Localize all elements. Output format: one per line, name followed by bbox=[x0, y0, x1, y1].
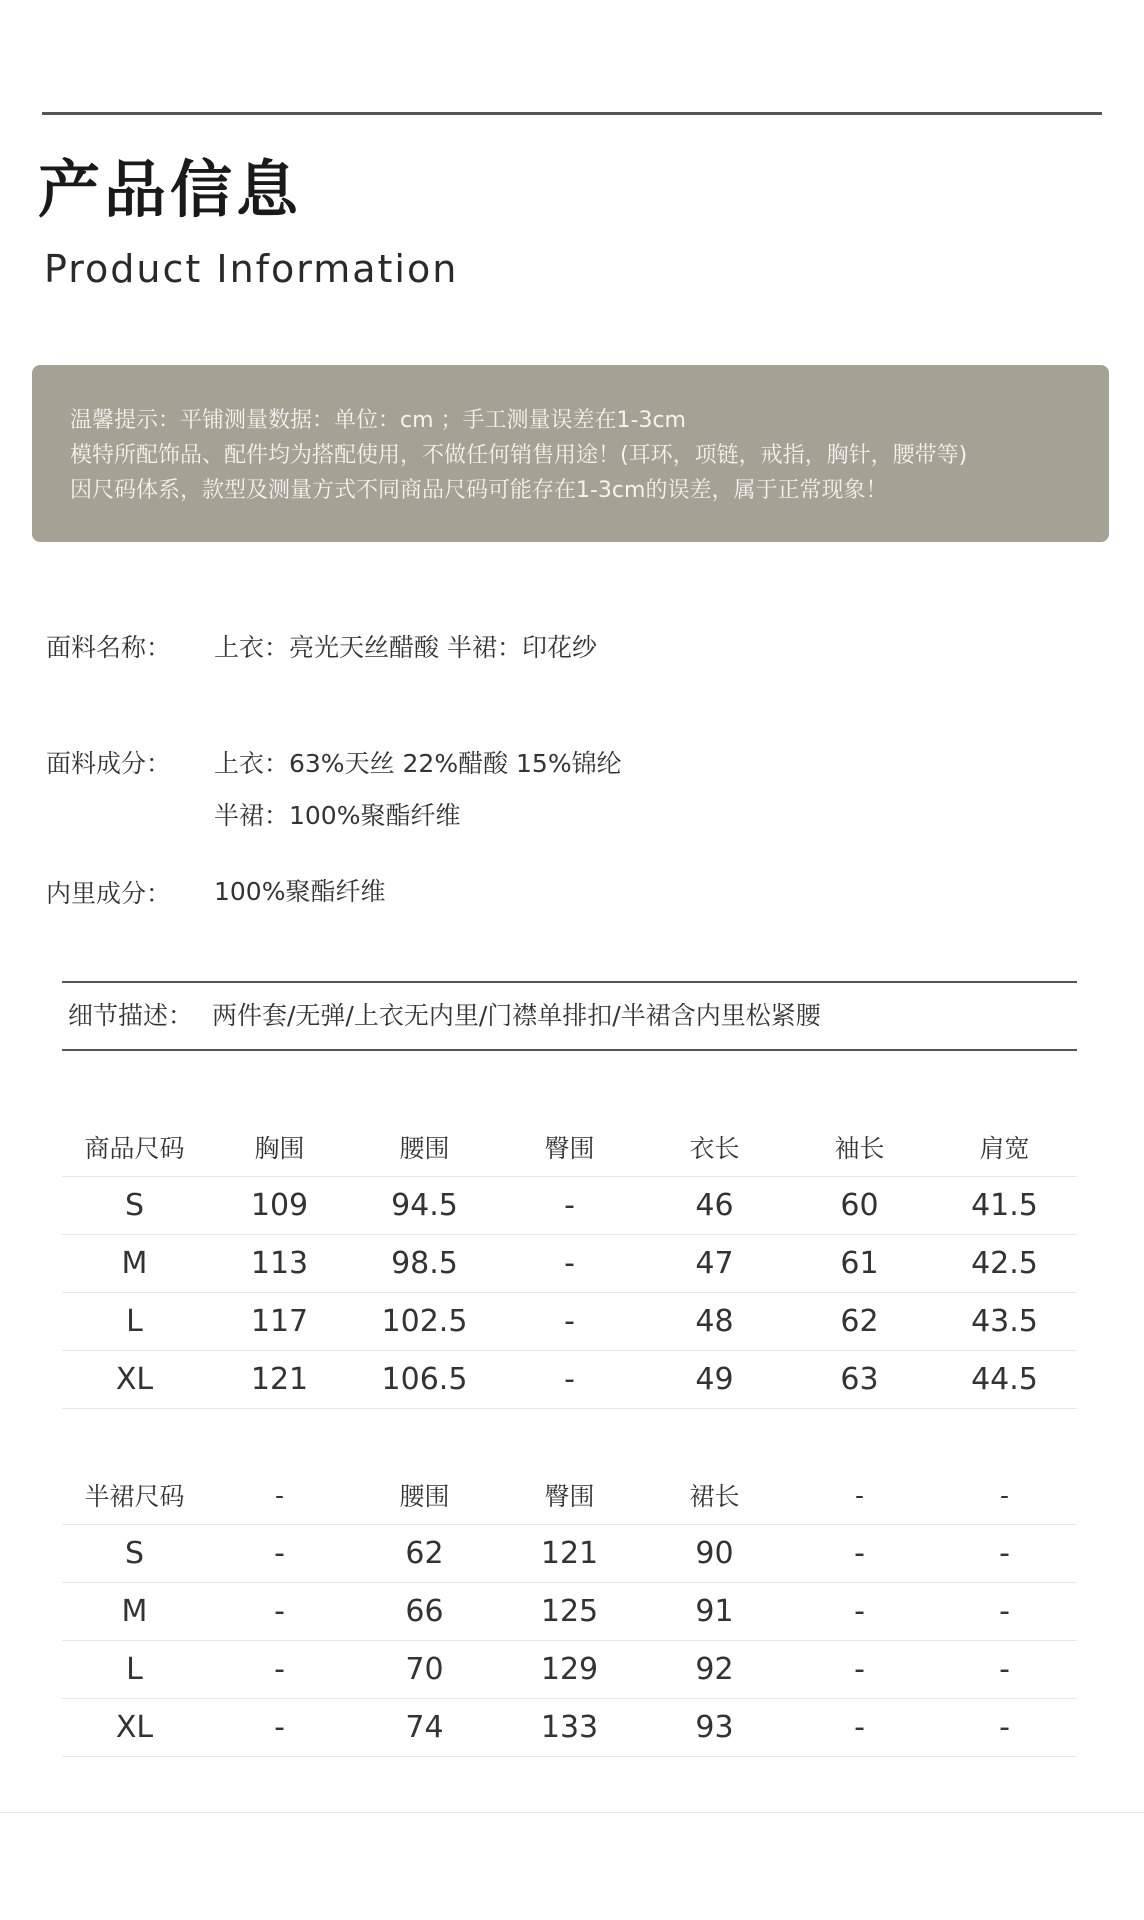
table-cell: 44.5 bbox=[932, 1351, 1077, 1409]
table-row bbox=[62, 1583, 1077, 1641]
table-cell: - bbox=[497, 1351, 642, 1409]
table-row bbox=[62, 1699, 1077, 1757]
page-subtitle: Product Information bbox=[44, 247, 459, 291]
table-cell: 60 bbox=[787, 1177, 932, 1235]
table-cell: 62 bbox=[787, 1293, 932, 1351]
table-cell: S bbox=[62, 1177, 207, 1235]
table-cell: 91 bbox=[642, 1583, 787, 1641]
table-cell: 98.5 bbox=[352, 1235, 497, 1293]
table-cell: 102.5 bbox=[352, 1293, 497, 1351]
table-header-row bbox=[62, 1466, 1077, 1525]
lining-composition-value: 100%聚酯纤维 bbox=[214, 877, 386, 906]
notice-box bbox=[32, 365, 1109, 542]
table-cell: 43.5 bbox=[932, 1293, 1077, 1351]
table-cell: 93 bbox=[642, 1699, 787, 1757]
detail-value: 两件套/无弹/上衣无内里/门襟单排扣/半裙含内里松紧腰 bbox=[212, 1001, 821, 1030]
top-size-table bbox=[62, 1118, 1077, 1409]
table-cell: 47 bbox=[642, 1235, 787, 1293]
table-cell: - bbox=[787, 1583, 932, 1641]
column-header: - bbox=[787, 1466, 932, 1525]
table-row bbox=[62, 1235, 1077, 1293]
table-cell: 125 bbox=[497, 1583, 642, 1641]
table-cell: - bbox=[787, 1699, 932, 1757]
table-row bbox=[62, 1525, 1077, 1583]
table-cell: 74 bbox=[352, 1699, 497, 1757]
table-cell: - bbox=[497, 1177, 642, 1235]
table-cell: XL bbox=[62, 1351, 207, 1409]
table-row bbox=[62, 1351, 1077, 1409]
column-header: 腰围 bbox=[352, 1466, 497, 1525]
table-cell: 66 bbox=[352, 1583, 497, 1641]
table-row bbox=[62, 1177, 1077, 1235]
column-header: 半裙尺码 bbox=[62, 1466, 207, 1525]
table-cell: - bbox=[932, 1525, 1077, 1583]
table-cell: 94.5 bbox=[352, 1177, 497, 1235]
detail-description bbox=[62, 981, 1077, 1051]
table-cell: L bbox=[62, 1641, 207, 1699]
table-cell: S bbox=[62, 1525, 207, 1583]
table-cell: 49 bbox=[642, 1351, 787, 1409]
column-header: - bbox=[207, 1466, 352, 1525]
table-cell: XL bbox=[62, 1699, 207, 1757]
fabric-name-label: 面料名称： bbox=[46, 633, 172, 662]
table-cell: - bbox=[207, 1699, 352, 1757]
bottom-divider bbox=[0, 1812, 1144, 1813]
table-cell: 46 bbox=[642, 1177, 787, 1235]
page-title: 产品信息 bbox=[38, 153, 303, 226]
skirt-size-table bbox=[62, 1466, 1077, 1757]
table-cell: 48 bbox=[642, 1293, 787, 1351]
lining-composition-label: 内里成分： bbox=[46, 879, 172, 908]
table-cell: 133 bbox=[497, 1699, 642, 1757]
column-header: 商品尺码 bbox=[62, 1118, 207, 1177]
table-cell: M bbox=[62, 1235, 207, 1293]
table-header-row bbox=[62, 1118, 1077, 1177]
column-header: 臀围 bbox=[497, 1118, 642, 1177]
table-cell: 117 bbox=[207, 1293, 352, 1351]
table-cell: 70 bbox=[352, 1641, 497, 1699]
fabric-composition-line2: 半裙：100%聚酯纤维 bbox=[214, 801, 461, 830]
column-header: 肩宽 bbox=[932, 1118, 1077, 1177]
table-cell: 90 bbox=[642, 1525, 787, 1583]
table-cell: 113 bbox=[207, 1235, 352, 1293]
table-cell: - bbox=[932, 1641, 1077, 1699]
table-cell: - bbox=[497, 1235, 642, 1293]
table-cell: 106.5 bbox=[352, 1351, 497, 1409]
table-cell: - bbox=[787, 1525, 932, 1583]
table-cell: 92 bbox=[642, 1641, 787, 1699]
table-cell: 61 bbox=[787, 1235, 932, 1293]
table-cell: - bbox=[207, 1641, 352, 1699]
table-cell: 121 bbox=[497, 1525, 642, 1583]
column-header: 袖长 bbox=[787, 1118, 932, 1177]
table-cell: - bbox=[497, 1293, 642, 1351]
table-row bbox=[62, 1641, 1077, 1699]
column-header: - bbox=[932, 1466, 1077, 1525]
notice-line: 因尺码体系，款型及测量方式不同商品尺码可能存在1-3cm的误差，属于正常现象！ bbox=[70, 478, 888, 503]
notice-line: 模特所配饰品、配件均为搭配使用，不做任何销售用途！(耳环，项链，戒指，胸针，腰带等) bbox=[70, 443, 968, 468]
fabric-composition-label: 面料成分： bbox=[46, 749, 172, 778]
column-header: 衣长 bbox=[642, 1118, 787, 1177]
table-cell: 109 bbox=[207, 1177, 352, 1235]
table-cell: - bbox=[787, 1641, 932, 1699]
detail-label: 细节描述： bbox=[68, 1001, 194, 1030]
table-cell: - bbox=[207, 1583, 352, 1641]
table-cell: 62 bbox=[352, 1525, 497, 1583]
table-cell: 121 bbox=[207, 1351, 352, 1409]
column-header: 裙长 bbox=[642, 1466, 787, 1525]
column-header: 腰围 bbox=[352, 1118, 497, 1177]
table-cell: - bbox=[932, 1699, 1077, 1757]
table-cell: 41.5 bbox=[932, 1177, 1077, 1235]
table-cell: M bbox=[62, 1583, 207, 1641]
top-divider bbox=[42, 112, 1102, 115]
table-cell: 63 bbox=[787, 1351, 932, 1409]
table-cell: 129 bbox=[497, 1641, 642, 1699]
fabric-name-value: 上衣：亮光天丝醋酸 半裙：印花纱 bbox=[214, 633, 597, 662]
table-cell: - bbox=[207, 1525, 352, 1583]
column-header: 胸围 bbox=[207, 1118, 352, 1177]
notice-line: 温馨提示：平铺测量数据：单位：cm ；手工测量误差在1-3cm bbox=[70, 408, 686, 433]
table-cell: 42.5 bbox=[932, 1235, 1077, 1293]
table-row bbox=[62, 1293, 1077, 1351]
table-cell: - bbox=[932, 1583, 1077, 1641]
column-header: 臀围 bbox=[497, 1466, 642, 1525]
fabric-composition-line1: 上衣：63%天丝 22%醋酸 15%锦纶 bbox=[214, 749, 622, 778]
table-cell: L bbox=[62, 1293, 207, 1351]
